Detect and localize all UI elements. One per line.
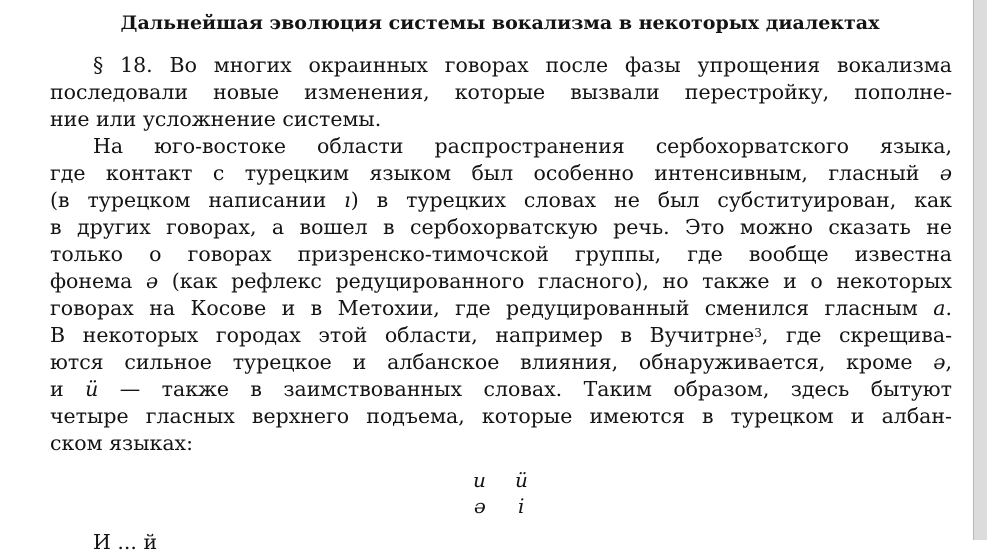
- text-segment: .: [945, 296, 952, 320]
- text-segment: (в турецком написании: [50, 188, 345, 212]
- text-segment: ются сильное турецкое и албанское влияния, обнаруживается, кроме: [50, 350, 934, 374]
- text-segment: (как рефлекс редуцированного гласного), но также и о некоторых: [158, 269, 952, 293]
- vowel-symbol: ə: [145, 269, 159, 293]
- cut-off-line: И ... й: [93, 530, 158, 554]
- paragraph-2-line-8: [50, 323, 952, 347]
- text-segment: говорах на Косове и в Метохии, где редуцированный сменился гласным: [50, 296, 934, 320]
- vowel-table-top-left: и: [473, 468, 486, 492]
- text-segment: ,: [945, 350, 952, 374]
- paragraph-1-line-2: последовали новые изменения, которые вызвали перестройку, пополне-: [50, 80, 952, 104]
- text-segment: , где скрещива-: [761, 323, 952, 347]
- paragraph-2-line-6: [50, 269, 952, 293]
- paragraph-2-line-12: ском языках:: [50, 431, 194, 455]
- vowel-symbol: а: [933, 296, 946, 320]
- vowel-table-bottom-left: ə: [474, 494, 486, 518]
- text-segment: и: [50, 377, 86, 401]
- text-segment: фонема: [50, 269, 146, 293]
- paragraph-2-line-1: На юго-востоке области распространения сербохорватского языка,: [93, 134, 952, 158]
- paragraph-2-line-9: [50, 350, 952, 374]
- paragraph-1-line-1: § 18. Во многих окраинных говорах после фазы упрощения вокализма: [93, 53, 952, 77]
- text-segment: В некоторых городах этой области, например в Вучитрне: [50, 323, 755, 347]
- text-segment: — также в заимствованных словах. Таким образом, здесь бытуют: [98, 377, 952, 401]
- vowel-symbol: ə: [933, 350, 946, 374]
- text-segment: где контакт с турецким языком был особенно интенсивным, гласный: [50, 161, 940, 185]
- paragraph-2-line-5: только о говорах призренско-тимочской группы, где вообще известна: [50, 242, 952, 266]
- text-segment: ) в турецких словах не был субституирован, как: [350, 188, 952, 212]
- paragraph-2-line-4: в других говорах, а вошел в сербохорватскую речь. Это можно сказать не: [50, 215, 952, 239]
- vowel-table-top-right: ü: [515, 468, 528, 492]
- section-heading: Дальнейшая эволюция системы вокализма в некоторых диалектах: [120, 12, 880, 34]
- paragraph-2-line-10: [50, 377, 952, 401]
- paragraph-2-line-11: четыре гласных верхнего подъема, которые имеются в турецком и албан-: [50, 404, 952, 428]
- vowel-symbol: ə: [939, 161, 952, 185]
- paragraph-2-line-2: [50, 161, 952, 185]
- page-edge: [973, 0, 987, 540]
- paragraph-1-line-3: ние или усложнение системы.: [50, 107, 382, 131]
- vowel-table-bottom-right: i: [518, 494, 525, 518]
- footnote-marker: 3: [754, 326, 762, 340]
- vowel-symbol: ı: [344, 188, 351, 212]
- vowel-symbol: ü: [85, 377, 99, 401]
- paragraph-2-line-7: [50, 296, 952, 320]
- paragraph-2-line-3: [50, 188, 952, 212]
